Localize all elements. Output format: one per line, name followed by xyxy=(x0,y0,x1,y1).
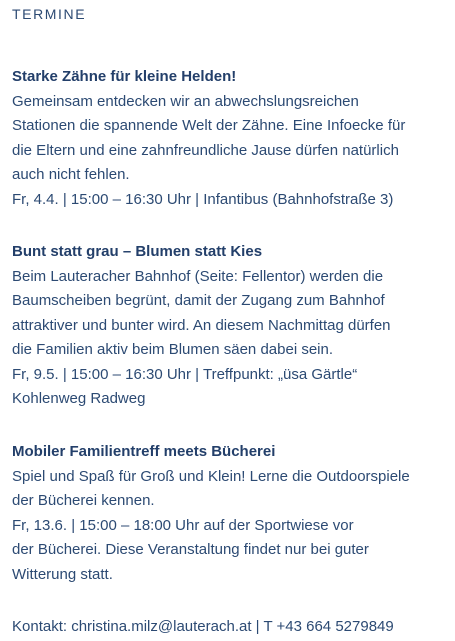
event-date-line: Fr, 9.5. | 15:00 – 16:30 Uhr | Treffpunkt: „üsa Gärtle“ xyxy=(12,365,358,383)
event-date-line: Fr, 4.4. | 15:00 – 16:30 Uhr | Infantibus (Bahnhofstraße 3) xyxy=(12,190,394,208)
event-description-line: der Bücherei. Diese Veranstaltung findet nur bei guter xyxy=(12,541,369,558)
event-description-line: die Eltern und eine zahnfreundliche Jause dürfen natürlich xyxy=(12,141,399,159)
event-location-line: Kohlenweg Radweg xyxy=(12,390,146,407)
event-date-line: Fr, 13.6. | 15:00 – 18:00 Uhr auf der Sportwiese vor xyxy=(12,516,354,534)
event-description-line: Spiel und Spaß für Groß und Klein! Lerne die Outdoorspiele xyxy=(12,467,410,485)
event-title: Mobiler Familientreff meets Bücherei xyxy=(12,443,276,460)
event-description-line: Baumscheiben begrünt, damit der Zugang zum Bahnhof xyxy=(12,292,385,309)
section-label: TERMINE xyxy=(12,6,87,22)
event-description-line: attraktiver und bunter wird. An diesem Nachmittag dürfen xyxy=(12,316,391,334)
event-description-line: Witterung statt. xyxy=(12,565,113,583)
event-description-line: Gemeinsam entdecken wir an abwechslungsreichen xyxy=(12,92,359,110)
event-blumen xyxy=(12,240,448,412)
contact-line: Kontakt: christina.milz@lauterach.at | T +43 664 5279849 xyxy=(12,618,394,635)
event-description-line: auch nicht fehlen. xyxy=(12,166,130,183)
event-title: Starke Zähne für kleine Helden! xyxy=(12,68,237,85)
event-title: Bunt statt grau – Blumen statt Kies xyxy=(12,243,263,260)
event-zaehne xyxy=(12,65,448,212)
event-description-line: der Bücherei kennen. xyxy=(12,492,155,509)
event-description-line: die Familien aktiv beim Blumen säen dabei sein. xyxy=(12,341,333,358)
event-description-line: Stationen die spannende Welt der Zähne. Eine Infoecke für xyxy=(12,117,406,134)
event-description-line: Beim Lauteracher Bahnhof (Seite: Fellentor) werden die xyxy=(12,267,384,285)
event-familientreff xyxy=(12,440,448,587)
